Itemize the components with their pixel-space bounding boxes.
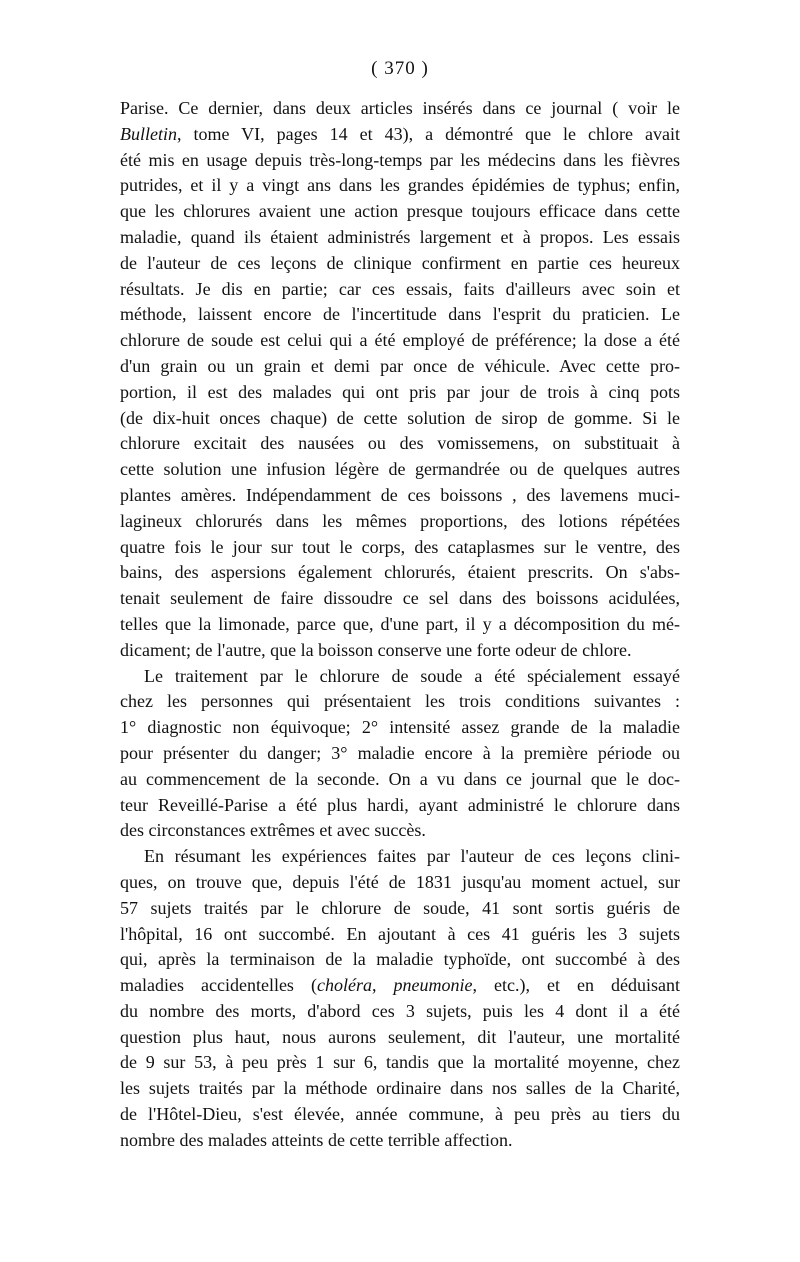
text-line: qui, après la terminaison de la maladie typhoïde, ont succombé à des — [120, 949, 680, 970]
text-line: d'un grain ou un grain et demi par once de véhicule. Avec cette pro- — [120, 355, 680, 376]
text-line: plantes amères. Indépendamment de ces boissons , des lavemens muci- — [120, 484, 680, 505]
text-line: de 9 sur 53, à peu près 1 sur 6, tandis que la mortalité moyenne, chez — [120, 1052, 680, 1073]
text-line: l'hôpital, 16 ont succombé. En ajoutant à ces 41 guéris les 3 sujets — [120, 923, 680, 944]
text-line: dicament; de l'autre, que la boisson conserve une forte odeur de chlore. — [120, 639, 632, 660]
text-line: Parise. Ce dernier, dans deux articles insérés dans ce journal ( voir le — [120, 98, 680, 118]
paragraph-2 — [120, 664, 680, 845]
paragraph-3 — [120, 844, 680, 1154]
text-line: pour présenter du danger; 3° maladie encore à la première période ou — [120, 742, 680, 763]
text-line: Le traitement par le chlorure de soude a été spécialement essayé — [144, 665, 680, 686]
text-line: au commencement de la seconde. On a vu dans ce journal que le doc- — [120, 768, 680, 789]
body-text — [120, 96, 680, 1154]
text-line: des circonstances extrêmes et avec succès. — [120, 820, 426, 841]
text-line: teur Reveillé-Parise a été plus hardi, ayant administré le chlorure dans — [120, 794, 680, 815]
text-line: méthode, laissent encore de l'incertitude dans l'esprit du praticien. Le — [120, 304, 680, 325]
text-line: cette solution une infusion légère de germandrée ou de quelques autres — [120, 459, 680, 480]
text-line: de l'auteur de ces leçons de clinique confirment en partie ces heureux — [120, 252, 680, 273]
text-line: question plus haut, nous aurons seulement, dit l'auteur, une mortalité — [120, 1026, 680, 1047]
text-line: 1° diagnostic non équivoque; 2° intensité assez grande de la maladie — [120, 717, 680, 738]
text-line: putrides, et il y a vingt ans dans les grandes épidémies de typhus; enfin, — [120, 175, 680, 196]
text-line: chlorure excitait des nausées ou des vomissemens, on substituait à — [120, 433, 680, 454]
text-line: bains, des aspersions également chlorurés, étaient prescrits. On s'abs- — [120, 562, 680, 583]
paragraph-1 — [120, 96, 680, 664]
page-number: ( 370 ) — [371, 58, 429, 79]
text-line: chez les personnes qui présentaient les trois conditions suivantes : — [120, 691, 680, 712]
text-line: ques, on trouve que, depuis l'été de 1831 jusqu'au moment actuel, sur — [120, 871, 680, 892]
text-line: de l'Hôtel-Dieu, s'est élevée, année commune, à peu près au tiers du — [120, 1104, 680, 1125]
text-line: maladies accidentelles (choléra, pneumonie, etc.), et en déduisant — [120, 975, 680, 996]
text-line: portion, il est des malades qui ont pris par jour de trois à cinq pots — [120, 381, 680, 402]
text-line: Bulletin, tome VI, pages 14 et 43), a démontré que le chlore avait — [120, 123, 680, 144]
text-line: que les chlorures avaient une action presque toujours efficace dans cette — [120, 201, 680, 222]
text-line: maladie, quand ils étaient administrés largement et à propos. Les essais — [120, 226, 680, 247]
text-line: lagineux chlorurés dans les mêmes proportions, des lotions répétées — [120, 510, 680, 531]
text-line: telles que la limonade, parce que, d'une part, il y a décomposition du mé- — [120, 613, 680, 634]
text-line: En résumant les expériences faites par l'auteur de ces leçons clini- — [144, 846, 680, 867]
text-line: résultats. Je dis en partie; car ces essais, faits d'ailleurs avec soin et — [120, 278, 680, 299]
text-line: (de dix-huit onces chaque) de cette solution de sirop de gomme. Si le — [120, 407, 680, 428]
text-line: tenait seulement de faire dissoudre ce sel dans des boissons acidulées, — [120, 588, 680, 609]
text-line: nombre des malades atteints de cette terrible affection. — [120, 1129, 513, 1150]
text-line: 57 sujets traités par le chlorure de soude, 41 sont sortis guéris de — [120, 897, 680, 918]
text-line: du nombre des morts, d'abord ces 3 sujets, puis les 4 dont il a été — [120, 1000, 680, 1021]
text-line: chlorure de soude est celui qui a été employé de préférence; la dose a été — [120, 330, 680, 351]
text-line: quatre fois le jour sur tout le corps, des cataplasmes sur le ventre, des — [120, 536, 680, 557]
text-line: été mis en usage depuis très-long-temps par les médecins dans les fièvres — [120, 149, 680, 170]
text-line: les sujets traités par la méthode ordinaire dans nos salles de la Charité, — [120, 1078, 680, 1099]
